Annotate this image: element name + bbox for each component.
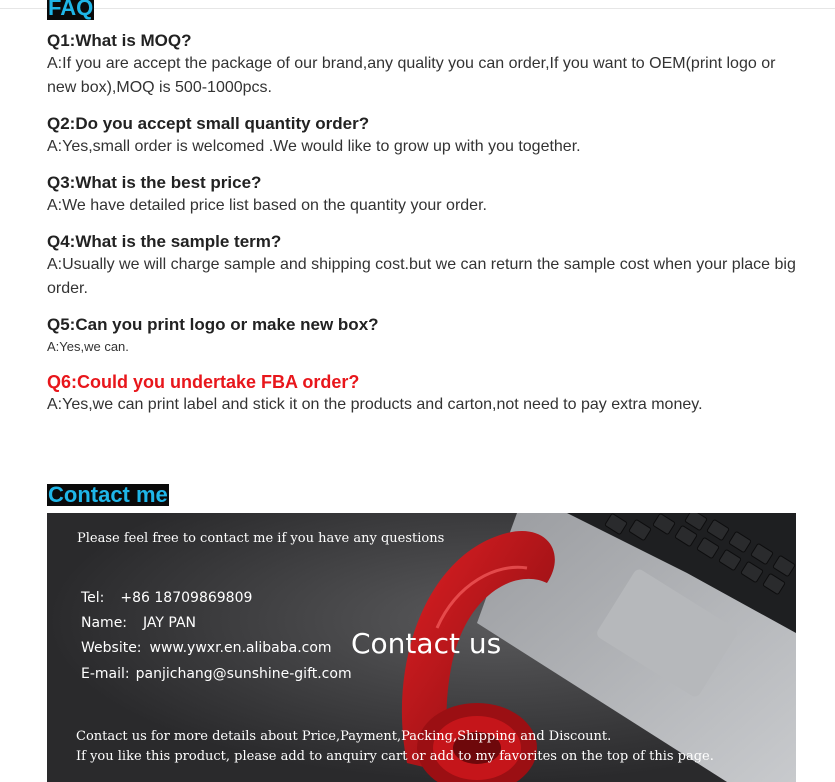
faq-item-2 (47, 113, 807, 159)
faq-question-highlight: Q6:Could you undertake FBA order? (47, 372, 360, 392)
faq-answer: A:We have detailed price list based on the quantity your order. (47, 197, 487, 214)
banner-footer-line-1: Contact us for more details about Price,Payment,Packing,Shipping and Discount. (76, 729, 612, 744)
banner-intro: Please feel free to contact me if you have any questions (77, 531, 445, 546)
faq-item-1 (47, 30, 807, 100)
faq-question: Q3:What is the best price? (47, 173, 262, 192)
contact-us-title: Contact us (351, 627, 502, 660)
website-label: Website: (81, 640, 142, 656)
contact-website (81, 640, 332, 656)
faq-question: Q4:What is the sample term? (47, 232, 282, 251)
faq-item-3 (47, 172, 807, 218)
faq-item-5 (47, 314, 807, 358)
faq-answer: A:If you are accept the package of our brand,any quality you can order,If you want to OEM(print logo or new box),MOQ is 500-1000pcs. (47, 55, 776, 96)
banner-footer-line-2: If you like this product, please add to anquiry cart or add to my favorites on the top of this page. (76, 749, 714, 764)
faq-question: Q1:What is MOQ? (47, 31, 192, 50)
faq-heading: FAQ (47, 0, 94, 20)
name-value: JAY PAN (143, 615, 197, 631)
name-label: Name: (81, 615, 128, 631)
email-value: panjichang@sunshine-gift.com (135, 666, 352, 682)
top-divider (0, 8, 835, 9)
faq-answer: A:Yes,we can print label and stick it on the products and carton,not need to pay extra money. (47, 396, 703, 413)
contact-heading: Contact me (48, 482, 168, 507)
contact-banner (47, 513, 796, 782)
faq-question: Q2:Do you accept small quantity order? (47, 114, 370, 133)
faq-list (47, 30, 807, 430)
tel-label: Tel: (81, 590, 105, 606)
contact-email (81, 666, 352, 682)
faq-question: Q5:Can you print logo or make new box? (47, 315, 379, 334)
faq-answer: A:Yes,small order is welcomed .We would like to grow up with you together. (47, 138, 581, 155)
website-value: www.ywxr.en.alibaba.com (149, 640, 332, 656)
faq-item-4 (47, 231, 807, 301)
contact-name (81, 615, 196, 631)
faq-item-6 (47, 371, 807, 417)
email-label: E-mail: (81, 666, 130, 682)
faq-answer: A:Yes,we can. (47, 339, 129, 354)
faq-answer: A:Usually we will charge sample and shipping cost.but we can return the sample cost when your place big order. (47, 256, 796, 297)
tel-value: +86 18709869809 (120, 590, 253, 606)
contact-tel (81, 590, 252, 606)
